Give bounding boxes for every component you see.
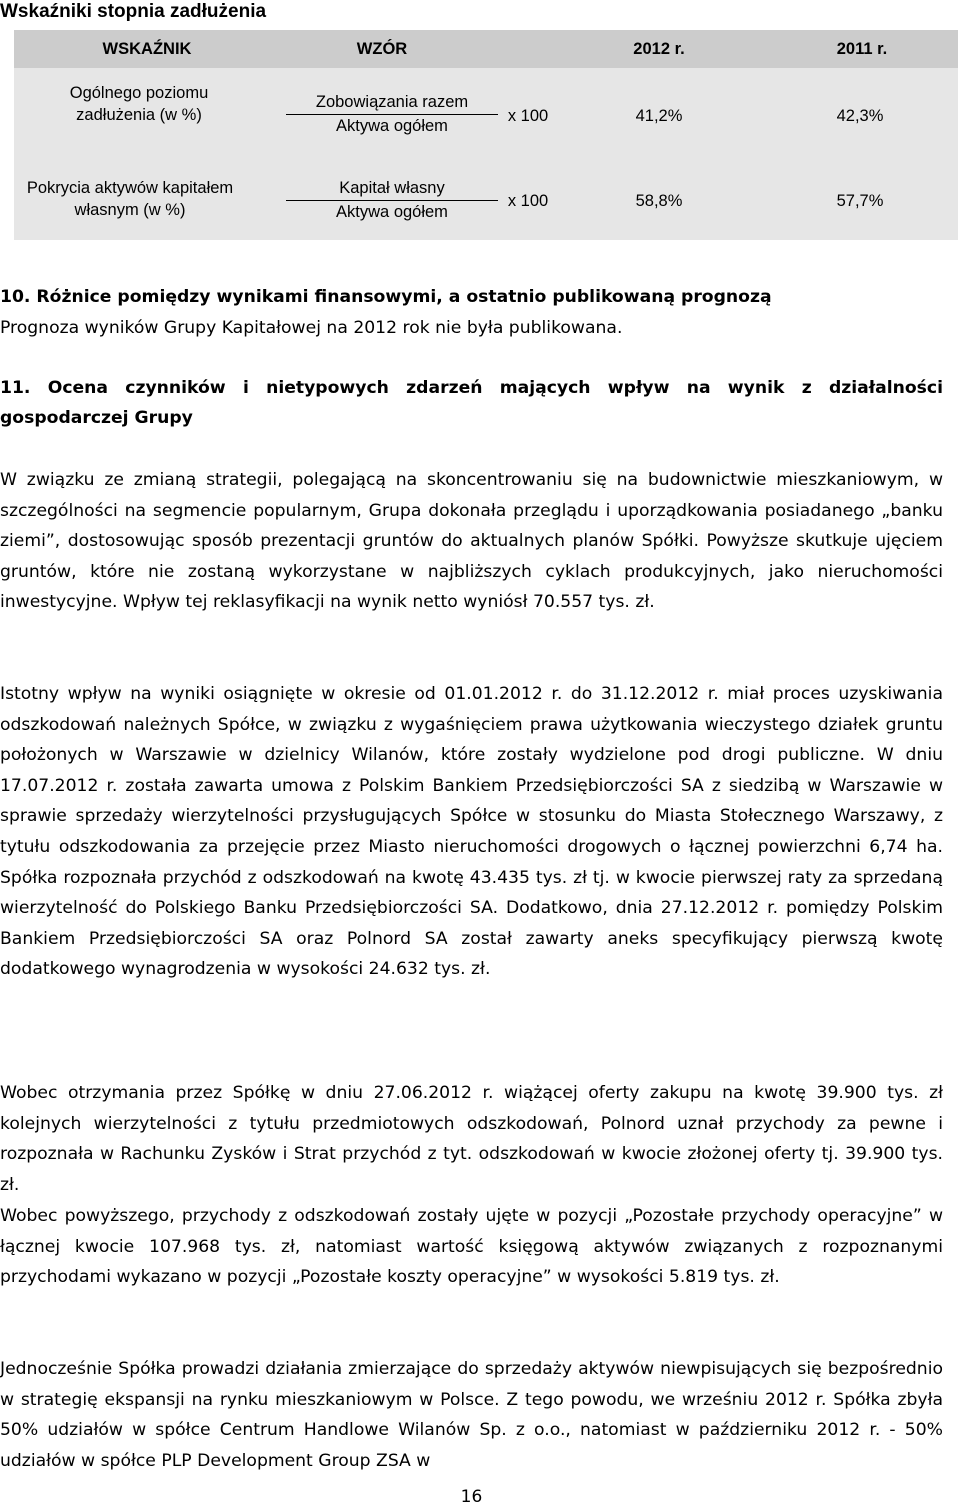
debt-ratio-table xyxy=(14,30,958,240)
paragraph: Wobec powyższego, przychody z odszkodowań zostały ujęte w pozycji „Pozostałe przychody operacyjne” w łącznej kwocie 107.968 tys. zł, natomiast wartość księgową aktywów związanych z rozpoznanymi przychodami wykazano w pozycji „Pozostałe koszty operacyjne” w wysokości 5.819 tys. zł. xyxy=(0,1206,943,1288)
value-2012: 41,2% xyxy=(635,107,683,125)
value-2012: 58,8% xyxy=(635,192,683,210)
document-title: Wskaźniki stopnia zadłużenia xyxy=(0,1,267,22)
paragraph: W związku ze zmianą strategii, polegającą na skoncentrowaniu się na budownictwie mieszkaniowym, w szczególności na segmencie popularnym, Grupa dokonała przeglądu i uporządkowania posiadanego „banku ziemi”, dostosowując sposób prezentacji gruntów do aktualnych planów Spółki. Powyższe skutkuje ujęciem gruntów, które nie zostaną wykorzystane w najbliższych cyklach produkcyjnych, jako nieruchomości inwestycyjne. Wpływ tej reklasyfikacji na wynik netto wyniósł 70.557 tys. zł. xyxy=(0,470,943,613)
formula-numerator: Kapitał własny xyxy=(339,179,445,197)
paragraph: Istotny wpływ na wyniki osiągnięte w okresie od 01.01.2012 r. do 31.12.2012 r. miał proces uzyskiwania odszkodowań należnych Spółce, w związku z wygaśnięciem prawa użytkowania wieczystego działek gruntu położonych w Warszawie w dzielnicy Wilanów, które zostały wydzielone pod drogi publiczne. W dniu 17.07.2012 r. została zawarta umowa z Polskim Bankiem Przedsiębiorczości SA z siedzibą w Warszawie w sprawie sprzedaży wierzytelności przysługujących Spółce w stosunku do Miasta Stołecznego Warszawy, z tytułu odszkodowania za przejęcie przez Miasto nieruchomości drogowych o łącznej powierzchni 6,74 ha. Spółka rozpoznała przychód z odszkodowań na kwotę 43.435 tys. zł tj. w kwocie pierwszej raty za sprzedaną wierzytelność do Polskiego Banku Przedsiębiorczości SA. Dodatkowo, dnia 27.12.2012 r. pomiędzy Polskim Bankiem Przedsiębiorczości SA oraz Polnord SA został zawarty aneks specyfikujący pierwszą kwotę dodatkowego wynagrodzenia w wysokości 24.632 tys. zł. xyxy=(0,684,943,980)
formula-denominator: Aktywa ogółem xyxy=(336,117,448,135)
formula-numerator: Zobowiązania razem xyxy=(315,93,469,111)
fraction-bar xyxy=(286,114,498,115)
header-formula: WZÓR xyxy=(356,40,408,58)
formula-fraction xyxy=(286,92,498,137)
section-10-text: Prognoza wyników Grupy Kapitałowej na 2012 rok nie była publikowana. xyxy=(0,318,623,338)
paragraph: Wobec otrzymania przez Spółkę w dniu 27.06.2012 r. wiążącej oferty zakupu na kwotę 39.900 tys. zł kolejnych wierzytelności z tytułu przedmiotowych odszkodowań, Polnord uznał przychody za pewne i rozpoznała w Rachunku Zysków i Strat przychód z tyt. odszkodowań w kwocie złożonej oferty tj. 39.900 tys. zł. xyxy=(0,1083,943,1195)
section-10-heading: 10. Różnice pomiędzy wynikami finansowymi, a ostatnio publikowaną prognozą xyxy=(0,287,772,307)
page-number: 16 xyxy=(460,1487,483,1507)
value-2011: 42,3% xyxy=(836,107,884,125)
formula-fraction xyxy=(286,178,498,223)
header-2011: 2011 r. xyxy=(836,40,888,58)
formula-denominator: Aktywa ogółem xyxy=(336,203,448,221)
header-2012: 2012 r. xyxy=(633,40,685,58)
table-header-row xyxy=(14,30,958,68)
formula-multiplier: x 100 xyxy=(507,192,549,210)
section-11-heading: 11. Ocena czynników i nietypowych zdarzeń mających wpływ na wynik z działalności gospodarczej Grupy xyxy=(0,378,943,428)
formula-multiplier: x 100 xyxy=(507,107,549,125)
paragraph: Jednocześnie Spółka prowadzi działania zmierzające do sprzedaży aktywów niewpisujących się bezpośrednio w strategię ekspansji na rynku mieszkaniowym w Polsce. Z tego powodu, we wrześniu 2012 r. Spółka zbyła 50% udziałów w spółce Centrum Handlowe Wilanów Sp. z o.o., natomiast w październiku 2012 r. - 50% udziałów w spółce PLP Development Group ZSA w xyxy=(0,1359,943,1471)
indicator-cell: Pokrycia aktywów kapitałem własnym (w %) xyxy=(26,179,234,219)
header-indicator: WSKAŹNIK xyxy=(102,40,192,58)
fraction-bar xyxy=(286,200,498,201)
indicator-cell: Ogólnego poziomu zadłużenia (w %) xyxy=(69,84,209,124)
value-2011: 57,7% xyxy=(836,192,884,210)
